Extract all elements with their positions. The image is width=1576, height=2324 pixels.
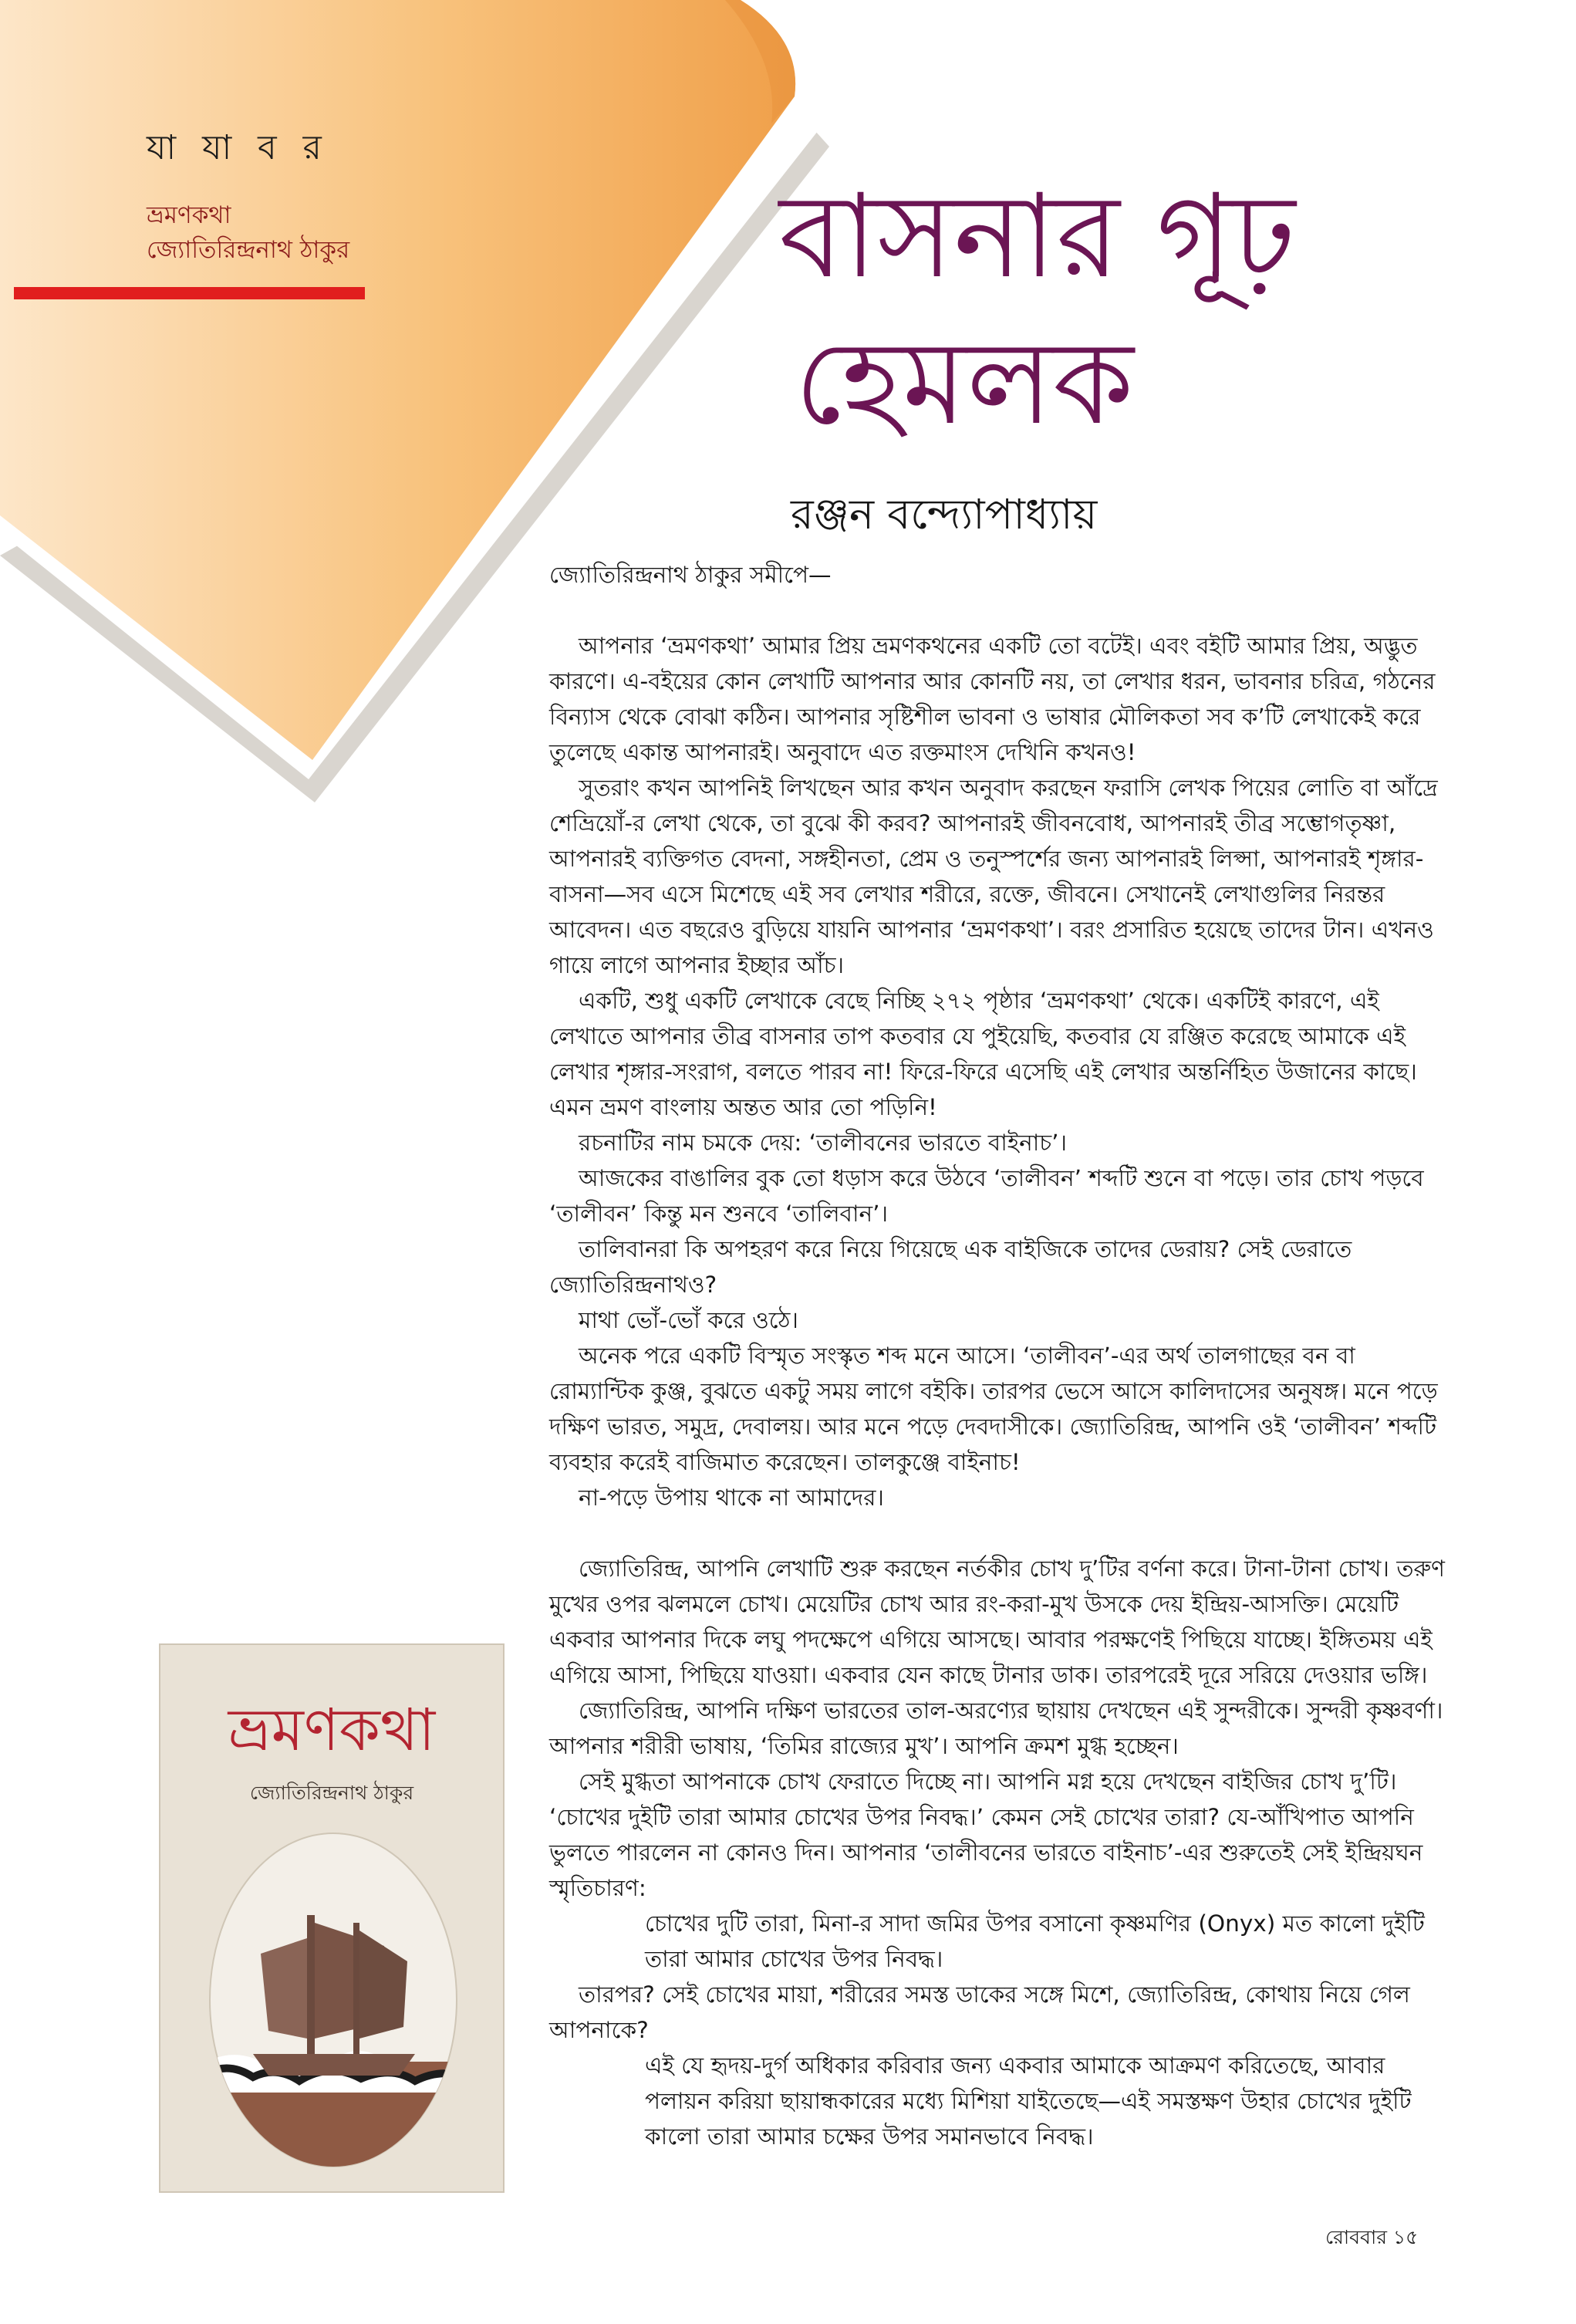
article-title-line1: বাসনার গূঢ় — [779, 170, 1296, 304]
book-cover-author: জ্যোতিরিন্দ্রনাথ ঠাকুর — [249, 1782, 414, 1804]
section-label: যা যা ব র — [147, 128, 329, 167]
paragraph: তালিবানরা কি অপহরণ করে নিয়ে গিয়েছে এক বাইজিকে তাদের ডেরায়? সেই ডেরাতে জ্যোতিরিন্দ্রনাথও? — [549, 1236, 1352, 1298]
series-title: ভ্রমণকথা — [147, 201, 231, 229]
paragraph: মাথা ভোঁ-ভোঁ করে ওঠে। — [579, 1307, 798, 1333]
article-title-line2: হেমলক — [795, 316, 1134, 451]
series-author: জ্যোতিরিন্দ্রনাথ ঠাকুর — [147, 236, 350, 264]
paragraph: তারপর? সেই চোখের মায়া, শরীরের সমস্ত ডাকের সঙ্গে মিশে, জ্যোতিরিন্দ্র, কোথায় নিয়ে গেল আপনাকে? — [549, 1981, 1410, 2043]
page-folio: রোববার ১৫ — [1325, 2226, 1419, 2248]
book-cover-title: ভ্রমণকথা — [228, 1695, 436, 1764]
book-cover-image — [159, 1643, 505, 2193]
paragraph: আপনার ‘ভ্রমণকথা’ আমার প্রিয় ভ্রমণকথনের একটি তো বটেই। এবং বইটি আমার প্রিয়, অদ্ভুত কারণে। এ-বইয়ের কোন লেখাটি আপনার আর কোনটি নয়, তা লেখার ধরন, ভাবনার চরিত্র, গঠনের বিন্যাস থেকে বোঝা কঠিন। আপনার সৃষ্টিশীল ভাবনা ও ভাষার মৌলিকতা সব ক’টি লেখাকেই করে তুলেছে একান্ত আপনারই। অনুবাদে এত রক্তমাংস দেখিনি কখনও! — [549, 633, 1436, 765]
block-quote: চোখের দুটি তারা, মিনা-র সাদা জমির উপর বসানো কৃষ্ণমণির (Onyx) মত কালো দুইটি তারা আমার চোখের উপর নিবদ্ধ। — [645, 1910, 1425, 1972]
paragraph: সেই মুগ্ধতা আপনাকে চোখ ফেরাতে দিচ্ছে না। আপনি মগ্ন হয়ে দেখছেন বাইজির চোখ দু’টি। ‘চোখের দুইটি তারা আমার চোখের উপর নিবদ্ধ।’ কেমন সেই চোখের তারা? যে-আঁখিপাত আপনি ভুলতে পারলেন না কোনও দিন। আপনার ‘তালীবনের ভারতে বাইনাচ’-এর শুরুতেই সেই ইন্দ্রিয়ঘন স্মৃতিচারণ: — [549, 1768, 1423, 1901]
paragraph: সুতরাং কখন আপনিই লিখছেন আর কখন অনুবাদ করছেন ফরাসি লেখক পিয়ের লোতি বা আঁদ্রে শেভ্রিয়োঁ-র লেখা থেকে, তা বুঝে কী করব? আপনারই জীবনবোধ, আপনারই তীব্র সম্ভোগতৃষ্ণা, আপনারই ব্যক্তিগত বেদনা, সঙ্গহীনতা, প্রেম ও তনুস্পর্শের জন্য আপনারই লিপ্সা, আপনারই শৃঙ্গার-বাসনা—সব এসে মিশেছে এই সব লেখার শরীরে, রক্তে, জীবনে। সেখানেই লেখাগুলির নিরন্তর আবেদন। এত বছরেও বুড়িয়ে যায়নি আপনার ‘ভ্রমণকথা’। বরং প্রসারিত হয়েছে তাদের টান। এখনও গায়ে লাগে আপনার ইচ্ছার আঁচ। — [549, 775, 1438, 978]
paragraph: অনেক পরে একটি বিস্মৃত সংস্কৃত শব্দ মনে আসে। ‘তালীবন’-এর অর্থ তালগাছের বন বা রোম্যান্টিক কুঞ্জ, বুঝতে একটু সময় লাগে বইকি। তারপর ভেসে আসে কালিদাসের অনুষঙ্গ। মনে পড়ে দক্ষিণ ভারত, সমুদ্র, দেবালয়। আর মনে পড়ে দেবদাসীকে। জ্যোতিরিন্দ্র, আপনি ওই ‘তালীবন’ শব্দটি ব্যবহার করেই বাজিমাত করেছেন। তালকুঞ্জে বাইনাচ! — [549, 1343, 1438, 1475]
article-body — [549, 557, 1450, 2154]
paragraph: জ্যোতিরিন্দ্র, আপনি দক্ষিণ ভারতের তাল-অরণ্যের ছায়ায় দেখছেন এই সুন্দরীকে। সুন্দরী কৃষ্ণবর্ণা। আপনার শরীরী ভাষায়, ‘তিমির রাজ্যের মুখ’। আপনি ক্রমশ মুগ্ধ হচ্ছেন। — [549, 1697, 1443, 1759]
paragraph: না-পড়ে উপায় থাকে না আমাদের। — [579, 1485, 884, 1511]
paragraph: রচনাটির নাম চমকে দেয়: ‘তালীবনের ভারতে বাইনাচ’। — [579, 1130, 1068, 1156]
red-divider — [14, 287, 365, 299]
paragraph: আজকের বাঙালির বুক তো ধড়াস করে উঠবে ‘তালীবন’ শব্দটি শুনে বা পড়ে। তার চোখ পড়বে ‘তালীবন’ কিন্তু মন শুনবে ‘তালিবান’। — [549, 1165, 1424, 1227]
article-author: রঞ্জন বন্দ্যোপাধ্যায় — [791, 490, 1098, 539]
paragraph: একটি, শুধু একটি লেখাকে বেছে নিচ্ছি ২৭২ পৃষ্ঠার ‘ভ্রমণকথা’ থেকে। একটিই কারণে, এই লেখাতে আপনার তীব্র বাসনার তাপ কতবার যে পুইয়েছি, কতবার যে রঞ্জিত করেছে আমাকে এই লেখার শৃঙ্গার-সংরাগ, বলতে পারব না! ফিরে-ফিরে এসেছি এই লেখার অন্তর্নিহিত উজানের কাছে। এমন ভ্রমণ বাংলায় অন্তত আর তো পড়িনি! — [549, 988, 1417, 1120]
block-quote: এই যে হৃদয়-দুর্গ অধিকার করিবার জন্য একবার আমাকে আক্রমণ করিতেছে, আবার পলায়ন করিয়া ছায়ান্ধকারের মধ্যে মিশিয়া যাইতেছে—এই সমস্তক্ষণ উহার চোখের দুইটি কালো তারা আমার চক্ষের উপর সমানভাবে নিবদ্ধ। — [645, 2052, 1412, 2150]
ship-illustration — [207, 1830, 460, 2170]
salutation: জ্যোতিরিন্দ্রনাথ ঠাকুর সমীপে— — [549, 562, 832, 588]
article-title — [779, 164, 1473, 457]
paragraph: জ্যোতিরিন্দ্র, আপনি লেখাটি শুরু করছেন নর্তকীর চোখ দু’টির বর্ণনা করে। টানা-টানা চোখ। তরুণ মুখের ওপর ঝলমলে চোখ। মেয়েটির চোখ আর রং-করা-মুখ উসকে দেয় ইন্দ্রিয়-আসক্তি। মেয়েটি একবার আপনার দিকে লঘু পদক্ষেপে এগিয়ে আসছে। আবার পরক্ষণেই পিছিয়ে যাচ্ছে। ইঙ্গিতময় এই এগিয়ে আসা, পিছিয়ে যাওয়া। একবার যেন কাছে টানার ডাক। তারপরেই দূরে সরিয়ে দেওয়ার ভঙ্গি। — [549, 1556, 1445, 1688]
